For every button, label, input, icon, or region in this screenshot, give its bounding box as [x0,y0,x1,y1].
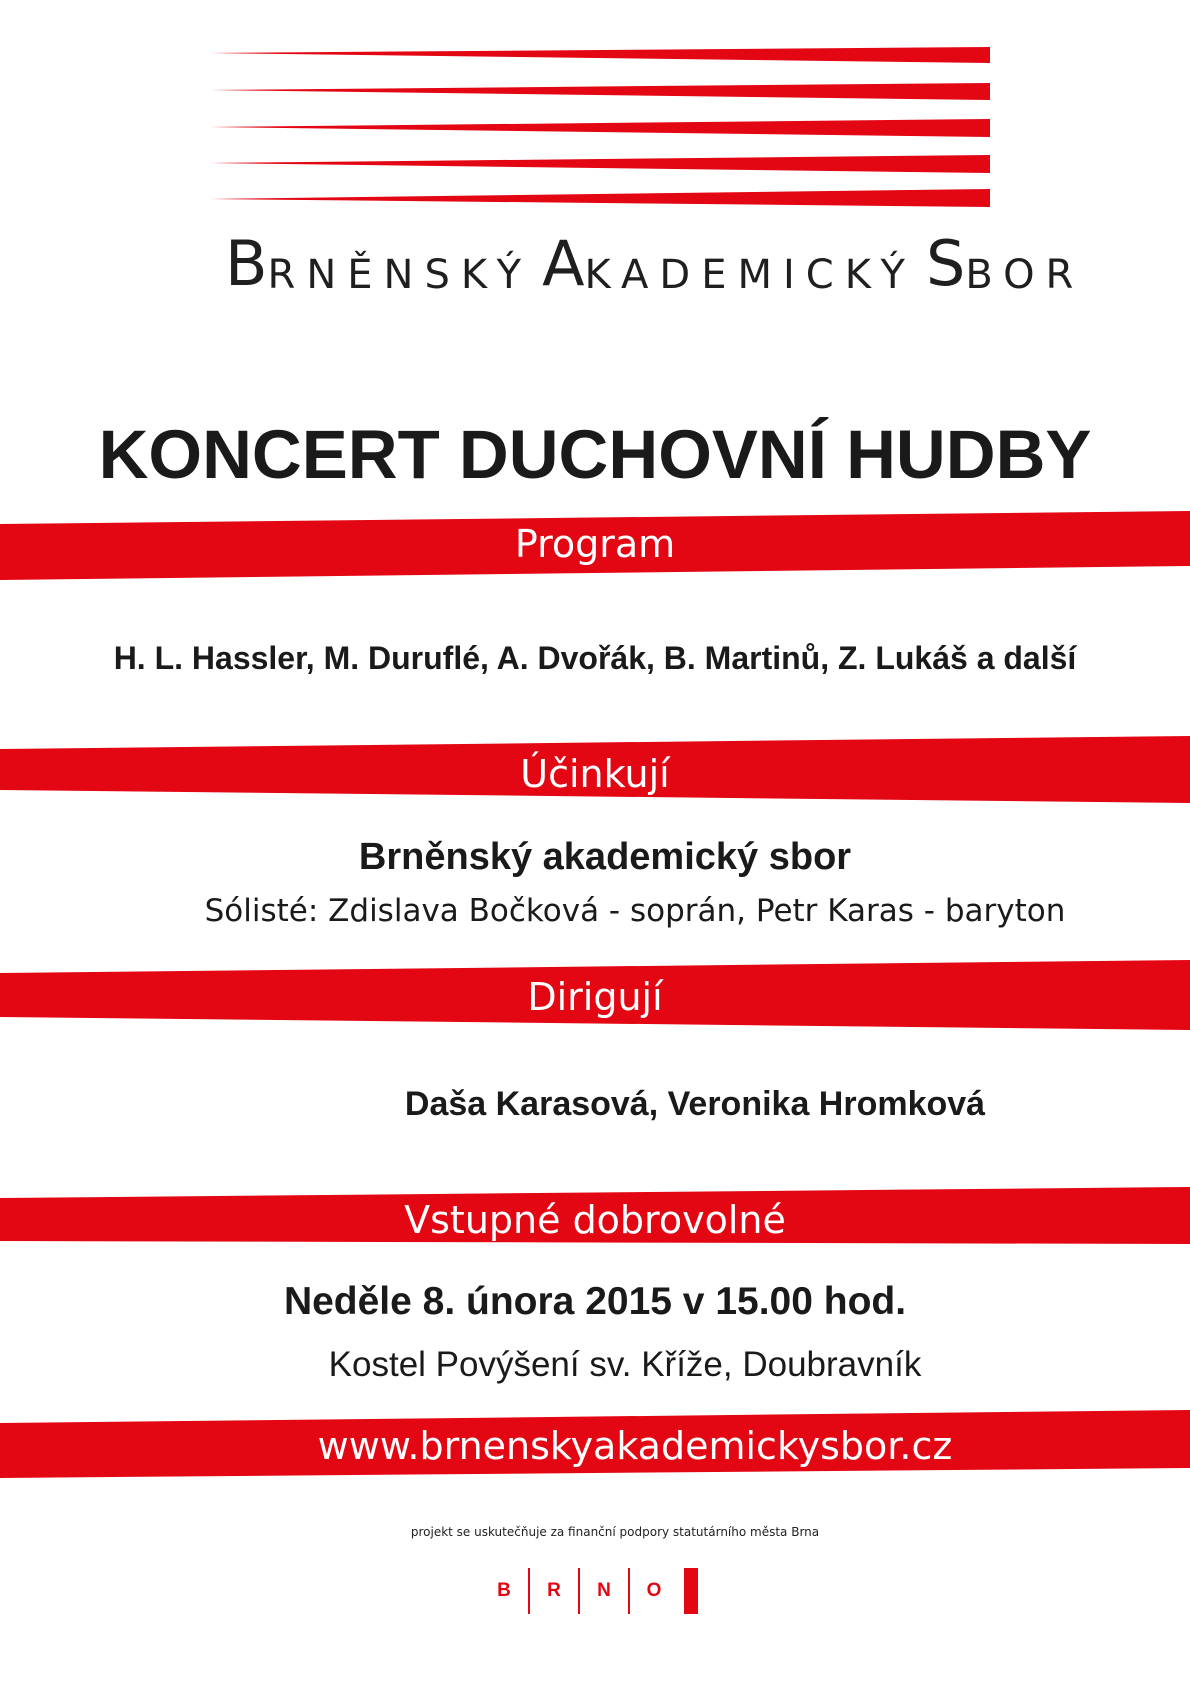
composers-list: H. L. Hassler, M. Duruflé, A. Dvořák, B. Martinů, Z. Lukáš a další [113,640,1077,676]
funding-note: projekt se uskutečňuje za finanční podpory statutárního města Brna [410,1525,820,1539]
admission-heading: Vstupné dobrovolné [404,1198,786,1242]
choir-name: Brněnský akademický sbor [358,836,852,878]
brno-logo-letter: B [497,1580,511,1601]
performers-heading: Účinkují [520,752,670,796]
conductors-names: Daša Karasová, Veronika Hromková [404,1085,986,1123]
logo-stripe [210,189,990,207]
logo-initial: B [225,227,268,300]
page-title: KONCERT DUCHOVNÍ HUDBY [98,416,1092,493]
logo-stripe [210,47,990,63]
concert-venue: Kostel Povýšení sv. Kříže, Doubravník [328,1345,922,1384]
soloists-line: Sólisté: Zdislava Bočková - soprán, Petr Karas - baryton [204,893,1066,929]
concert-date: Neděle 8. února 2015 v 15.00 hod. [283,1280,907,1323]
logo-word-rest: RNĚNSKÝ [267,252,533,298]
program-heading: Program [514,522,676,566]
logo-initial: S [925,227,966,300]
logo-stripe [210,119,990,137]
logo-word-rest: BOR [965,252,1085,298]
brno-logo-letter: O [646,1580,662,1601]
logo-initial: A [542,227,585,300]
choir-logo-wordmark [225,225,1085,300]
brno-city-logo [480,1568,698,1614]
conductors-heading: Dirigují [527,975,663,1019]
brno-logo-block [684,1568,698,1614]
logo-stripe [210,155,990,173]
logo-stripe [210,83,990,100]
brno-logo-letter: R [547,1580,561,1601]
brno-logo-letter: N [597,1580,611,1601]
logo-word-rest: KADEMICKÝ [584,252,916,298]
website-link[interactable]: www.brnenskyakademickysbor.cz [317,1424,953,1468]
